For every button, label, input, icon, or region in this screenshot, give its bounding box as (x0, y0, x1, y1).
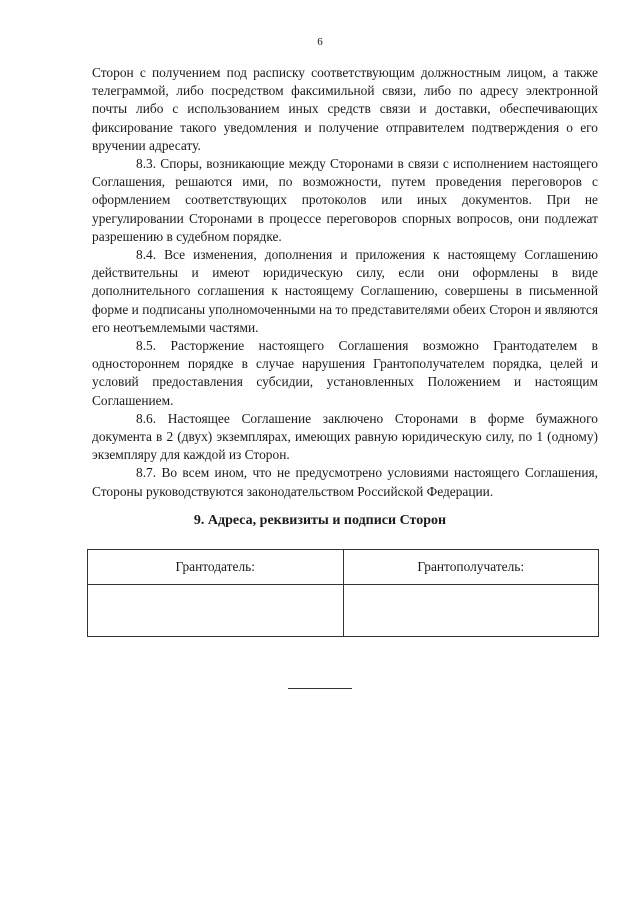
paragraph-8-7: 8.7. Во всем ином, что не предусмотрено условиями настоящего Соглашения, Стороны руководствуются законодательством Российской Федерации. (92, 465, 598, 499)
page-number: 6 (317, 36, 323, 48)
paragraph-8-5: 8.5. Расторжение настоящего Соглашения возможно Грантодателем в одностороннем порядке в случае нарушения Грантополучателем порядка, целей и условий предоставления субсидии, установленных Положением и настоящим Соглашением. (92, 338, 598, 408)
table-row (88, 585, 599, 637)
grantee-header: Грантополучатель: (343, 550, 599, 585)
table-header-row (88, 550, 599, 585)
signatures-table (87, 549, 599, 637)
paragraph-8-4: 8.4. Все изменения, дополнения и приложения к настоящему Соглашению действительны и имеют юридическую силу, если они оформлены в виде дополнительного соглашения к настоящему Соглашению, совершены в письменной форме и подписаны уполномоченными на то представителями обеих Сторон и являются его неотъемлемыми частями. (92, 247, 598, 335)
grantee-cell (343, 585, 599, 637)
grantor-header: Грантодатель: (88, 550, 344, 585)
paragraph-8-6: 8.6. Настоящее Соглашение заключено Сторонами в форме бумажного документа в 2 (двух) экземплярах, имеющих равную юридическую силу, по 1 (одному) экземпляру для каждой из Сторон. (92, 410, 598, 463)
section-title: 9. Адреса, реквизиты и подписи Сторон (193, 513, 447, 528)
paragraph-continuation: Сторон с получением под расписку соответствующим должностным лицом, а также телеграммой, либо посредством факсимильной связи, либо по адресу электронной почты либо с использованием иных средств связи и доставки, обеспечивающих фиксирование такого уведомления и получение отправителем подтверждения о его вручении адресату. (92, 65, 598, 153)
grantor-cell (88, 585, 344, 637)
document-body (92, 64, 598, 501)
paragraph-8-3: 8.3. Споры, возникающие между Сторонами в связи с исполнением настоящего Соглашения, решаются ими, по возможности, путем проведения переговоров с оформлением соответствующих протоколов или иных документов. При не урегулировании Сторонами в процессе переговоров спорных вопросов, они подлежат разрешению в судебном порядке. (92, 156, 598, 244)
end-divider (288, 688, 352, 689)
